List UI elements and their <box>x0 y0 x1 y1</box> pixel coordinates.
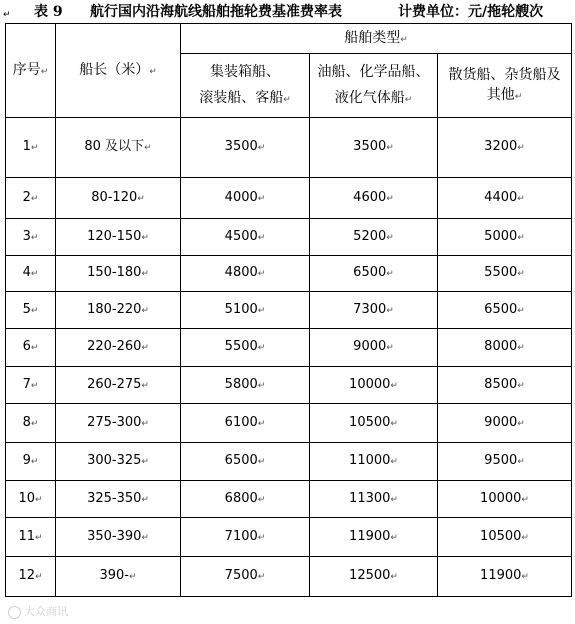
cell-bulk-fee <box>438 481 572 518</box>
header-type-bulk: 散货船、杂货船及 其他↵ <box>438 54 572 118</box>
cell-length <box>56 443 181 481</box>
paragraph-mark: ↵ <box>517 305 525 316</box>
paragraph-mark: ↵ <box>386 143 394 153</box>
cell-container-fee <box>181 292 310 329</box>
cell-bulk-fee <box>438 178 572 219</box>
cell-bulk-fee <box>438 518 572 557</box>
cell-container-fee-value: 6500 <box>224 453 258 468</box>
paragraph-mark: ↵ <box>141 532 149 543</box>
cell-seq-value: 7 <box>22 376 31 392</box>
paragraph-mark: ↵ <box>257 494 266 505</box>
cell-seq-value: 11 <box>18 528 35 544</box>
paragraph-mark: ↵ <box>141 343 149 353</box>
cell-tanker-fee <box>310 118 438 178</box>
cell-bulk-fee <box>438 219 572 256</box>
table-row <box>6 256 572 292</box>
cell-seq <box>6 404 56 443</box>
paragraph-mark: ↵ <box>257 532 266 543</box>
cell-container-fee-value: 5800 <box>224 376 258 392</box>
table-body <box>6 118 572 597</box>
paragraph-mark: ↵ <box>390 572 398 582</box>
paragraph-mark: ↵ <box>141 232 149 243</box>
cell-tanker-fee <box>310 367 438 404</box>
table-row <box>6 329 572 367</box>
paragraph-mark: ↵ <box>517 269 525 279</box>
cell-length <box>56 219 181 256</box>
cell-length <box>56 329 181 367</box>
cell-seq-value: 3 <box>22 228 31 244</box>
cell-length <box>56 178 181 219</box>
corner-mark: ↵ <box>3 10 11 20</box>
paragraph-mark: ↵ <box>257 193 266 204</box>
cell-container-fee <box>181 118 310 178</box>
cell-bulk-fee <box>438 292 572 329</box>
paragraph-mark: ↵ <box>390 494 398 505</box>
paragraph-mark: ↵ <box>30 457 39 467</box>
header-row-top <box>6 24 572 54</box>
cell-seq-value: 9 <box>22 453 31 468</box>
cell-tanker-fee-value: 4600 <box>353 189 387 205</box>
table-row <box>6 518 572 557</box>
cell-seq <box>6 292 56 329</box>
paragraph-mark: ↵ <box>257 143 266 153</box>
cell-bulk-fee-value: 8000 <box>484 339 518 354</box>
paragraph-mark: ↵ <box>517 343 525 353</box>
cell-seq <box>6 178 56 219</box>
cell-bulk-fee <box>438 404 572 443</box>
cell-length-value: 390- <box>99 568 129 583</box>
cell-container-fee-value: 4000 <box>224 189 258 205</box>
cell-bulk-fee-value: 9500 <box>484 453 518 468</box>
cell-seq <box>6 256 56 292</box>
paragraph-mark: ↵ <box>141 305 149 316</box>
cell-tanker-fee-value: 7300 <box>353 301 387 317</box>
paragraph-mark: ↵ <box>521 494 529 505</box>
cell-container-fee-value: 4500 <box>224 228 258 244</box>
cell-length-value: 120-150 <box>87 228 142 244</box>
cell-seq <box>6 443 56 481</box>
cell-seq-value: 10 <box>18 490 35 506</box>
cell-container-fee <box>181 256 310 292</box>
paragraph-mark: ↵ <box>141 418 149 429</box>
paragraph-mark: ↵ <box>35 532 43 543</box>
paragraph-mark: ↵ <box>257 232 266 243</box>
table-row <box>6 219 572 256</box>
header-length: 船长（米）↵ <box>56 24 181 118</box>
cell-bulk-fee-value: 3200 <box>484 139 518 154</box>
cell-container-fee <box>181 481 310 518</box>
cell-length-value: 325-350 <box>87 490 142 506</box>
cell-tanker-fee <box>310 518 438 557</box>
paragraph-mark: ↵ <box>517 380 525 391</box>
cell-bulk-fee-value: 11900 <box>480 568 522 583</box>
cell-length <box>56 518 181 557</box>
cell-seq-value: 8 <box>22 414 31 430</box>
cell-length-value: 80 及以下 <box>84 139 145 154</box>
paragraph-mark: ↵ <box>390 418 398 429</box>
cell-bulk-fee-value: 8500 <box>484 376 518 392</box>
cell-container-fee-value: 5100 <box>224 301 258 317</box>
cell-container-fee-value: 7500 <box>224 568 258 583</box>
header-type-container: 集装箱船、 滚装船、客船↵ <box>181 54 310 118</box>
cell-container-fee-value: 5500 <box>224 339 258 354</box>
table-number: 表 9 <box>34 4 63 20</box>
table-row <box>6 557 572 597</box>
cell-tanker-fee <box>310 404 438 443</box>
cell-length-value: 180-220 <box>87 301 142 317</box>
cell-bulk-fee-value: 10000 <box>480 490 522 506</box>
cell-container-fee <box>181 518 310 557</box>
table-row <box>6 367 572 404</box>
paragraph-mark: ↵ <box>257 305 266 316</box>
paragraph-mark: ↵ <box>257 269 266 279</box>
cell-seq <box>6 219 56 256</box>
cell-seq <box>6 118 56 178</box>
paragraph-mark: ↵ <box>517 418 525 429</box>
cell-container-fee <box>181 367 310 404</box>
cell-container-fee <box>181 404 310 443</box>
table-row <box>6 404 572 443</box>
cell-container-fee <box>181 178 310 219</box>
cell-bulk-fee-value: 5000 <box>484 228 518 244</box>
cell-bulk-fee-value: 5500 <box>484 265 518 280</box>
paragraph-mark: ↵ <box>141 494 149 505</box>
tug-fee-table <box>5 23 572 597</box>
cell-tanker-fee <box>310 443 438 481</box>
cell-seq <box>6 481 56 518</box>
paragraph-mark: ↵ <box>30 418 39 429</box>
paragraph-mark: ↵ <box>30 193 39 204</box>
watermark-icon <box>8 606 21 619</box>
cell-bulk-fee <box>438 367 572 404</box>
cell-tanker-fee-value: 11000 <box>349 453 391 468</box>
cell-tanker-fee <box>310 292 438 329</box>
paragraph-mark: ↵ <box>257 343 266 353</box>
cell-container-fee-value: 4800 <box>224 265 258 280</box>
cell-seq-value: 2 <box>22 189 31 205</box>
paragraph-mark: ↵ <box>386 193 394 204</box>
billing-unit: 计费单位：元/拖轮艘次 <box>398 4 544 20</box>
cell-tanker-fee-value: 6500 <box>353 265 387 280</box>
cell-tanker-fee-value: 11300 <box>349 490 391 506</box>
paragraph-mark: ↵ <box>390 457 398 467</box>
cell-length <box>56 292 181 329</box>
header-ship-type: 船舶类型↵ <box>181 24 572 54</box>
cell-tanker-fee <box>310 178 438 219</box>
cell-container-fee-value: 6100 <box>224 414 258 430</box>
cell-length-value: 80-120 <box>91 189 138 205</box>
cell-tanker-fee-value: 10500 <box>349 414 391 430</box>
cell-container-fee <box>181 329 310 367</box>
cell-seq <box>6 329 56 367</box>
table-row <box>6 118 572 178</box>
paragraph-mark: ↵ <box>521 572 529 582</box>
cell-tanker-fee <box>310 481 438 518</box>
paragraph-mark: ↵ <box>390 380 398 391</box>
cell-tanker-fee-value: 9000 <box>353 339 387 354</box>
table-title <box>0 0 575 24</box>
cell-length-value: 275-300 <box>87 414 142 430</box>
paragraph-mark: ↵ <box>517 457 525 467</box>
paragraph-mark: ↵ <box>390 532 398 543</box>
table-row <box>6 443 572 481</box>
paragraph-mark: ↵ <box>128 572 137 582</box>
paragraph-mark: ↵ <box>386 232 394 243</box>
paragraph-mark: ↵ <box>30 305 39 316</box>
cell-tanker-fee-value: 5200 <box>353 228 387 244</box>
cell-bulk-fee-value: 6500 <box>484 301 518 317</box>
paragraph-mark: ↵ <box>35 572 43 582</box>
cell-length <box>56 404 181 443</box>
table-caption: 航行国内沿海航线船舶拖轮费基准费率表 <box>90 4 342 20</box>
cell-tanker-fee <box>310 557 438 597</box>
watermark: 大众商讯 <box>8 603 68 619</box>
paragraph-mark: ↵ <box>517 143 525 153</box>
paragraph-mark: ↵ <box>386 269 394 279</box>
cell-length-value: 220-260 <box>87 339 142 354</box>
cell-seq-value: 12 <box>18 568 35 583</box>
paragraph-mark: ↵ <box>257 380 266 391</box>
cell-tanker-fee-value: 10000 <box>349 376 391 392</box>
paragraph-mark: ↵ <box>30 232 39 243</box>
table-row <box>6 178 572 219</box>
cell-container-fee-value: 7100 <box>224 528 258 544</box>
cell-container-fee <box>181 443 310 481</box>
cell-seq-value: 5 <box>22 301 31 317</box>
cell-length-value: 260-275 <box>87 376 142 392</box>
cell-length <box>56 481 181 518</box>
paragraph-mark: ↵ <box>30 269 39 279</box>
cell-seq <box>6 367 56 404</box>
paragraph-mark: ↵ <box>386 305 394 316</box>
paragraph-mark: ↵ <box>30 143 39 153</box>
paragraph-mark: ↵ <box>257 418 266 429</box>
cell-container-fee-value: 3500 <box>224 139 258 154</box>
cell-length <box>56 367 181 404</box>
cell-bulk-fee <box>438 329 572 367</box>
paragraph-mark: ↵ <box>30 380 39 391</box>
cell-bulk-fee-value: 4400 <box>484 189 518 205</box>
cell-bulk-fee <box>438 557 572 597</box>
table-row <box>6 292 572 329</box>
paragraph-mark: ↵ <box>141 457 149 467</box>
cell-length-value: 300-325 <box>87 453 142 468</box>
paragraph-mark: ↵ <box>35 494 43 505</box>
cell-seq-value: 6 <box>22 339 31 354</box>
paragraph-mark: ↵ <box>144 143 152 153</box>
paragraph-mark: ↵ <box>517 193 525 204</box>
paragraph-mark: ↵ <box>30 343 39 353</box>
paragraph-mark: ↵ <box>517 232 525 243</box>
cell-tanker-fee <box>310 256 438 292</box>
cell-length <box>56 557 181 597</box>
paragraph-mark: ↵ <box>521 532 529 543</box>
cell-seq-value: 1 <box>22 139 31 154</box>
paragraph-mark: ↵ <box>257 572 266 582</box>
cell-container-fee <box>181 219 310 256</box>
paragraph-mark: ↵ <box>257 457 266 467</box>
paragraph-mark: ↵ <box>386 343 394 353</box>
header-type-tanker: 油船、化学品船、 液化气体船↵ <box>310 54 438 118</box>
cell-bulk-fee <box>438 118 572 178</box>
cell-tanker-fee <box>310 329 438 367</box>
paragraph-mark: ↵ <box>141 269 149 279</box>
header-seq: 序号↵ <box>6 24 56 118</box>
cell-tanker-fee-value: 11900 <box>349 528 391 544</box>
cell-bulk-fee-value: 10500 <box>480 528 522 544</box>
paragraph-mark: ↵ <box>141 380 149 391</box>
cell-length <box>56 118 181 178</box>
cell-bulk-fee-value: 9000 <box>484 414 518 430</box>
cell-length-value: 350-390 <box>87 528 142 544</box>
cell-tanker-fee-value: 3500 <box>353 139 387 154</box>
cell-tanker-fee <box>310 219 438 256</box>
table-row <box>6 481 572 518</box>
cell-length <box>56 256 181 292</box>
cell-bulk-fee <box>438 443 572 481</box>
cell-container-fee-value: 6800 <box>224 490 258 506</box>
paragraph-mark: ↵ <box>137 193 145 204</box>
cell-bulk-fee <box>438 256 572 292</box>
cell-container-fee <box>181 557 310 597</box>
cell-seq-value: 4 <box>22 265 31 280</box>
cell-seq <box>6 518 56 557</box>
cell-tanker-fee-value: 12500 <box>349 568 391 583</box>
cell-seq <box>6 557 56 597</box>
cell-length-value: 150-180 <box>87 265 142 280</box>
